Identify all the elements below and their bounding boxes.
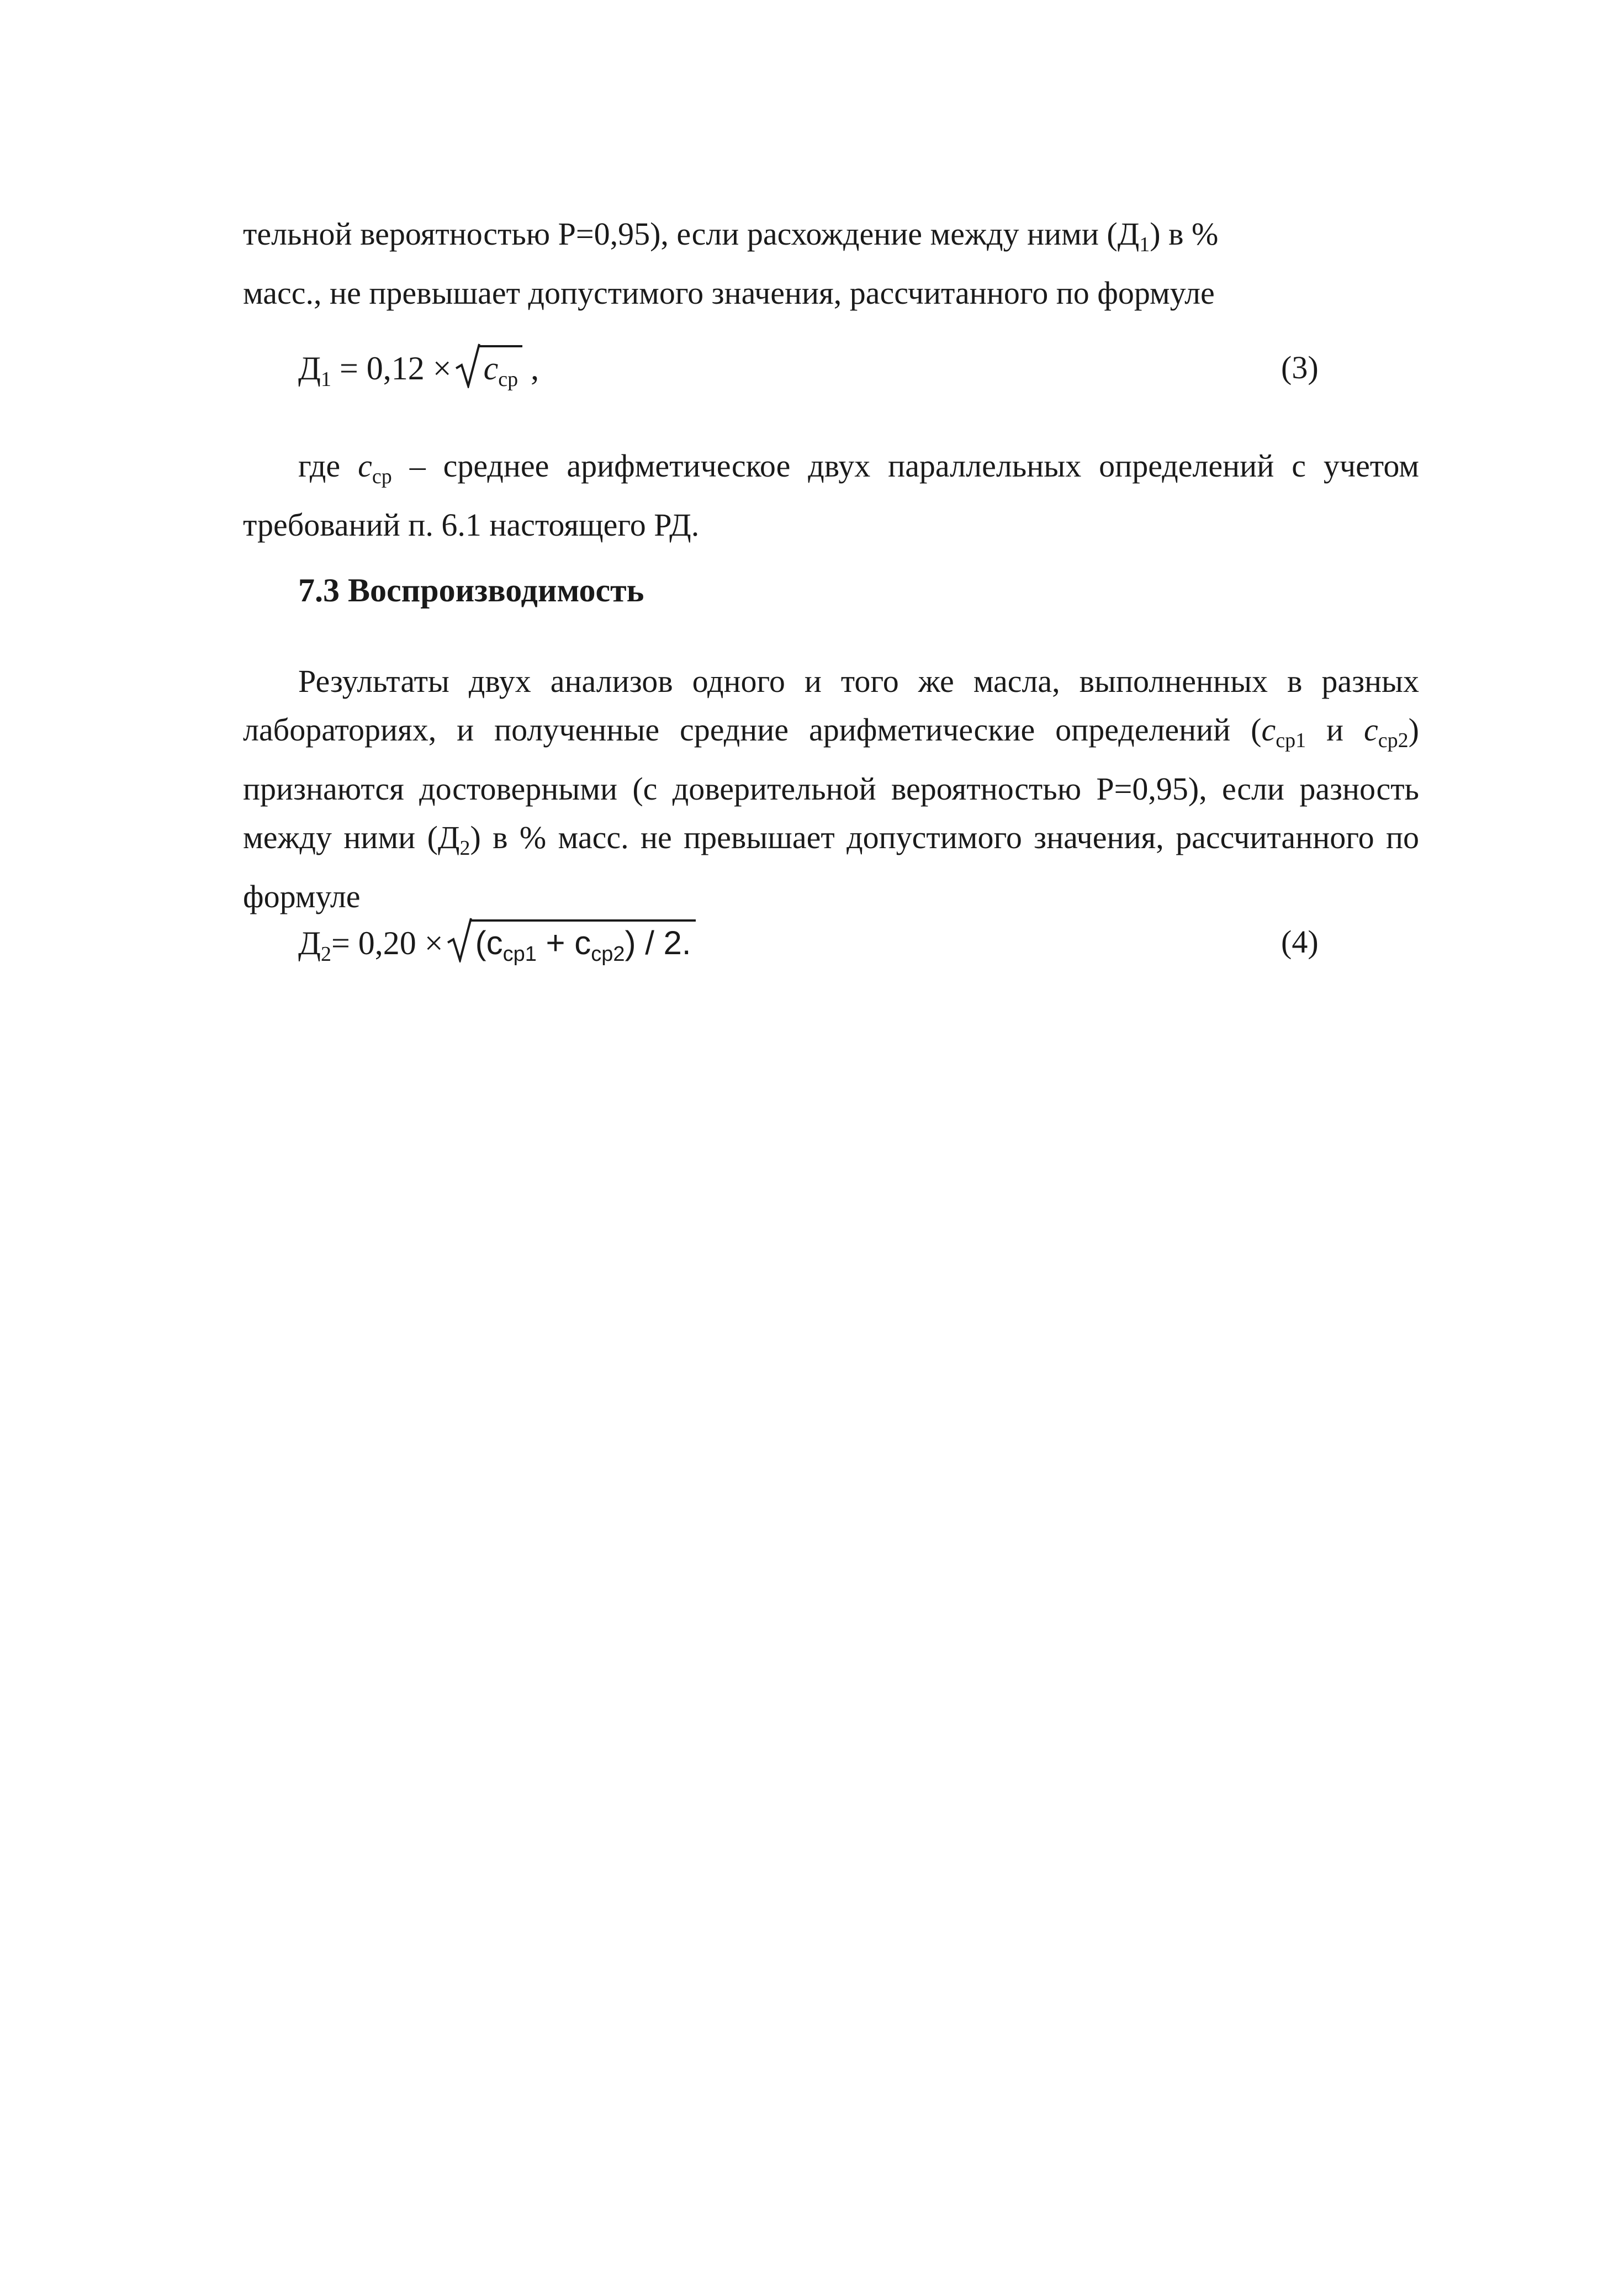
paragraph-text: тельной вероятностью P=0,95), если расхождение между ними (Д bbox=[243, 216, 1140, 252]
square-root bbox=[447, 919, 696, 966]
radical-sign-icon bbox=[447, 916, 472, 962]
paragraph-text: – среднее арифметическое двух параллельных определений с учетом требований п. 6.1 настоящего РД. bbox=[243, 448, 1419, 543]
subscript: ср bbox=[372, 465, 392, 488]
formula-punctuation: , bbox=[522, 350, 539, 387]
formula-part: (c bbox=[475, 924, 503, 961]
paragraph-text: Результаты двух анализов одного и того же масла, выполненных в разных лабораториях, и полученные средние арифметические определений ( bbox=[243, 663, 1419, 748]
subscript: ср2 bbox=[1378, 729, 1409, 752]
paragraph-text: где bbox=[298, 448, 358, 484]
section-heading: 7.3 Воспроизводимость bbox=[298, 572, 644, 609]
formula-coefficient: = 0,20 × bbox=[331, 925, 443, 961]
equation-number-3: (3) bbox=[1281, 350, 1319, 385]
subscript: 1 bbox=[1139, 233, 1150, 256]
variable: c bbox=[1261, 712, 1276, 748]
formula-part: ) / 2. bbox=[625, 924, 691, 961]
subscript: ср1 bbox=[502, 943, 537, 966]
paragraph-text: ) признаются достоверными (с доверительной вероятностью P=0,95), если разность между ними (Д bbox=[243, 712, 1419, 855]
paragraph-text: ) в % масс. не превышает допустимого значения, рассчитанного по формуле bbox=[243, 819, 1419, 914]
subscript: 2 bbox=[320, 943, 331, 966]
paragraph-text: масс., не превышает допустимого значения, рассчитанного по формуле bbox=[243, 275, 1215, 311]
variable: c bbox=[1364, 712, 1378, 748]
subscript: ср bbox=[498, 368, 518, 391]
formula-coefficient: = 0,12 × bbox=[331, 350, 452, 387]
equation-number-4: (4) bbox=[1281, 924, 1319, 960]
formula-4 bbox=[298, 919, 696, 966]
paragraph-text: ) в % bbox=[1150, 216, 1219, 252]
formula-3 bbox=[298, 345, 539, 392]
radical-sign-icon bbox=[455, 342, 480, 388]
variable: c bbox=[358, 448, 372, 484]
paragraph-text: и bbox=[1306, 712, 1364, 748]
formula-symbol: Д bbox=[298, 925, 321, 961]
subscript: ср1 bbox=[1276, 729, 1306, 752]
formula-part: + c bbox=[536, 924, 591, 961]
formula-symbol: Д bbox=[298, 350, 321, 387]
paragraph-where bbox=[243, 442, 1419, 549]
square-root bbox=[455, 345, 523, 392]
subscript: ср2 bbox=[591, 943, 625, 966]
subscript: 2 bbox=[459, 837, 470, 860]
subscript: 1 bbox=[320, 368, 331, 391]
paragraph-reproducibility bbox=[243, 657, 1419, 921]
variable: c bbox=[483, 350, 499, 387]
paragraph-continuation bbox=[243, 210, 1419, 318]
